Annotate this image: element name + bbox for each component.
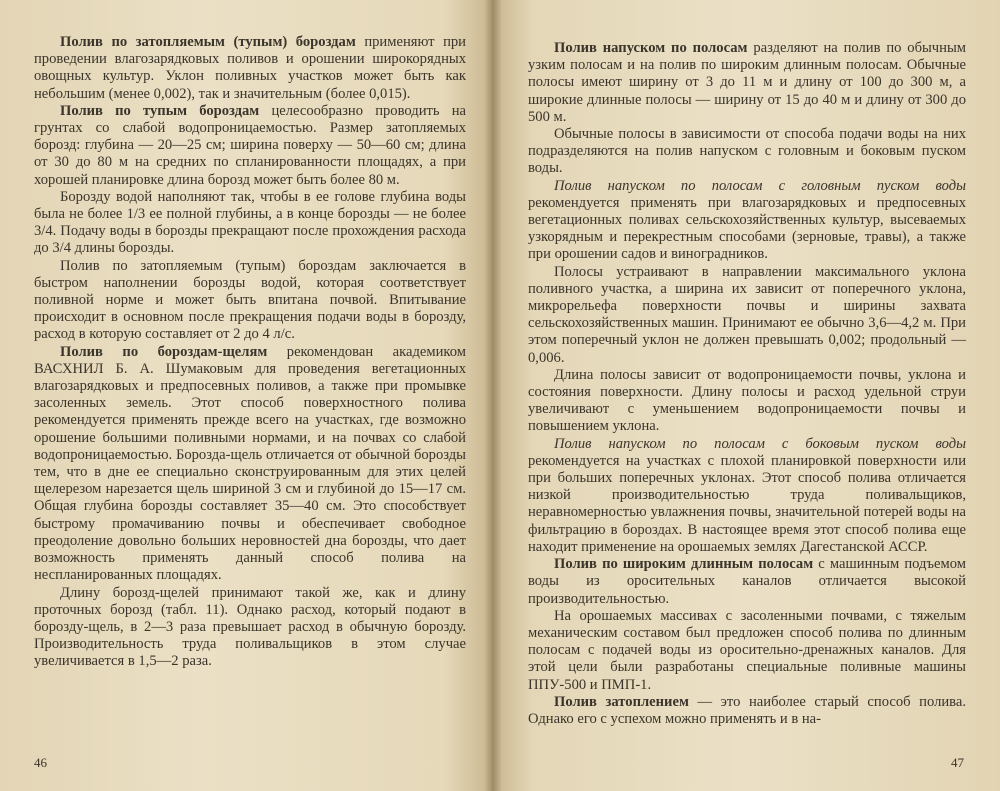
paragraph (528, 556, 966, 608)
paragraph-text: Борозду водой наполняют так, чтобы в ее голове глубина воды была не более 1/3 ее полной глубины, а в конце борозды — не более 3/4. Подачу воды в борозды прекращают после прохождения расхода до 3/4 длины борозды. (34, 188, 466, 257)
paragraph-lead: Полив напуском по полосам (554, 40, 748, 56)
page-number: 46 (34, 755, 47, 770)
paragraph-text: Длину борозд-щелей принимают такой же, как и длину проточных борозд (табл. 11). Однако расход, который подают в борозду-щель, в 2—3 раза превышает расход в обычную борозду. Производительность труда поливальщиков в этом случае увеличивается в 1,5—2 раза. (34, 584, 466, 670)
paragraph-text: На орошаемых массивах с засоленными почвами, с тяжелым механическим составом был предложен способ полива по длинным полосам с подачей воды из оросительно-дренажных каналов. Для этой цели были разработаны специальные поливные машины ППУ-500 и ПМП-1. (528, 607, 966, 693)
paragraph-text: рекомендуется на участках с плохой планировкой поверхности или при больших поперечных уклонах. Этот способ полива отличается низкой производительностью труда поливальщиков, неравномерностью увлажнения почвы, значительной потерей воды на фильтрацию в бороздах. В настоящее время этот способ полива еще находит применение на орошаемых землях Дагестанской АССР. (528, 452, 966, 555)
book-gutter (484, 0, 502, 791)
paragraph (34, 103, 466, 189)
paragraph-text: целесообразно проводить на грунтах со слабой водопроницаемостью. Размер затопляемых борозд: глубина — 20—25 см; ширина поверху — 50—60 см; длина от 30 до 80 м на средних по спланированности площадях, а при хорошей планировке длина борозд может быть более 80 м. (34, 102, 467, 188)
paragraph (34, 189, 466, 258)
paragraph (528, 608, 966, 694)
paragraph-lead: Полив по широким длинным полосам (554, 556, 814, 573)
paragraph (528, 264, 966, 367)
paragraph (528, 126, 966, 178)
paragraph-text: применяют при проведении влагозарядковых поливов и орошении широкорядных овощных культур. Уклон поливных участков может быть как небольшим (менее 0,002), так и значительным (более 0,015). (34, 34, 466, 102)
paragraph (528, 40, 966, 126)
paragraph (34, 258, 466, 344)
paragraph-lead: Полив затоплением (554, 693, 689, 710)
paragraph-text: Полив по затопляемым (тупым) бороздам заключается в быстром наполнении борозды водой, которая соответствует поливной норме и может быть впитана почвой. Впитывание происходит в основном после прекращения подачи воды в борозду, расход в которую составляет от 2 до 4 л/с. (34, 257, 466, 343)
paragraph (528, 436, 966, 556)
page-number: 47 (951, 755, 964, 770)
paragraph-text: разделяют на полив по обычным узким полосам и на полив по широким длинным полосам. Обычные полосы имеют ширину от 3 до 11 м и длину от 100 до 300 м, а широкие длинные полосы — ширину от 15 до 40 м и длину от 300 до 500 м. (528, 40, 966, 125)
paragraph-lead: Полив по бороздам-щелям (60, 343, 268, 360)
paragraph-lead: Полив по тупым бороздам (60, 102, 260, 119)
paragraph-lead: Полив по затопляемым (тупым) бороздам (60, 34, 356, 50)
paragraph (34, 585, 466, 671)
paragraph (34, 34, 466, 103)
paragraph-text: с машинным подъемом воды из оросительных каналов отличается высокой производительностью. (528, 556, 966, 607)
paragraph-text: рекомендуется применять при влагозарядковых и предпосевных вегетационных поливах сельскохозяйственных культур, высеваемых узкорядным и перекрестным способами (зерновые, травы), а также при орошении садов и виноградников. (528, 194, 966, 263)
paragraph-text: Полосы устраивают в направлении максимального уклона поливного участка, а ширина их зависит от поперечного уклона, микрорельефа поверхности почвы и ширины захвата сельскохозяйственных машин. Принимают ее обычно 3,6—4,2 м. При этом поперечный уклон не должен превышать 0,002; продольный — 0,006. (528, 263, 966, 366)
paragraph-text: Длина полосы зависит от водопроницаемости почвы, уклона и состояния поверхности. Длину полосы и расход удельной струи увеличивают с уменьшением водопроницаемости почвы и повышением уклона. (528, 366, 966, 435)
paragraph (528, 367, 966, 436)
paragraph (34, 344, 466, 585)
paragraph (528, 178, 966, 264)
right-page-text (528, 40, 966, 728)
left-page (0, 0, 492, 791)
paragraph-text: — это наиболее старый способ полива. Однако его с успехом можно применять и в на- (528, 693, 966, 727)
right-page (492, 0, 1000, 791)
paragraph-lead: Полив напуском по полосам с боковым пуском воды (554, 435, 966, 452)
left-page-text (34, 34, 466, 671)
paragraph-lead: Полив напуском по полосам с головным пуском воды (554, 177, 966, 194)
paragraph-text: Обычные полосы в зависимости от способа подачи воды на них подразделяются на полив напуском с головным и боковым пуском воды. (528, 126, 966, 177)
paragraph (528, 694, 966, 728)
paragraph-text: рекомендован академиком ВАСХНИЛ Б. А. Шумаковым для проведения вегетационных влагозарядковых и предпосевных поливов, а также при промывке засоленных земель. Этот способ поверхностного полива рекомендуется применять прежде всего на участках, где возможно орошение большими поливными нормами, и на почвах со слабой водопроницаемостью. Борозда-щель отличается от обычной борозды тем, что в дне ее специально сконструированным для этих целей щелерезом нарезается щель шириной 3 см и глубиной до 15—17 см. Общая глубина борозды составляет 35—40 см. Это способствует быстрому промачиванию почвы и обеспечивает свободное преодоление довольно больших неровностей дна борозды, что дает возможность применять данный способ полива на неспланированных площадях. (34, 343, 467, 584)
